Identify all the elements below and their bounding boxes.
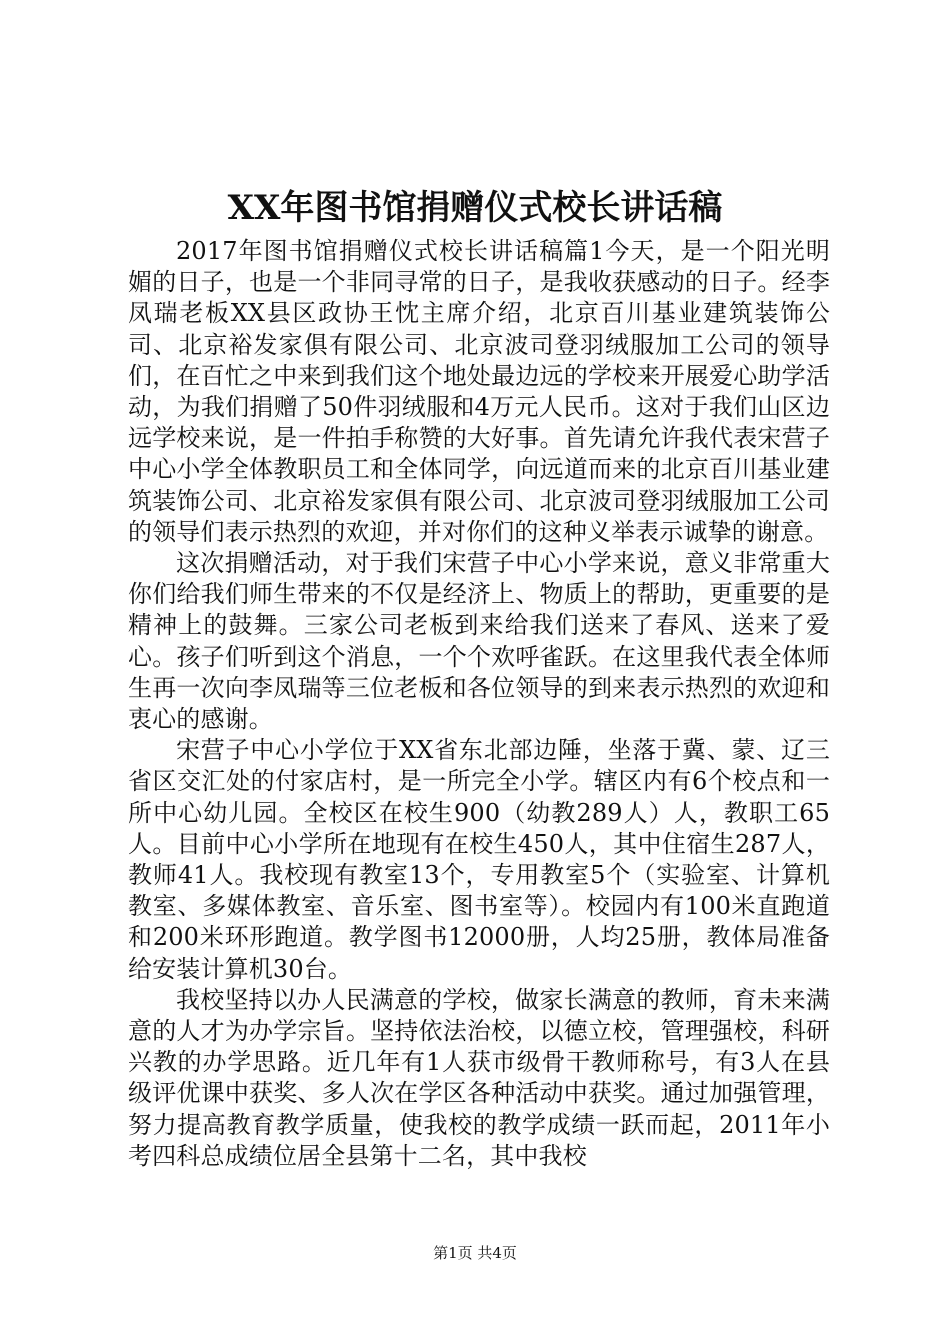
paragraph: 2017年图书馆捐赠仪式校长讲话稿篇1今天，是一个阳光明媚的日子，也是一个非同寻常的日子，是我收获感动的日子。经李凤瑞老板XX县区政协王忱主席介绍，北京百川基业建筑装饰公司、北京裕发家俱有限公司、北京波司登羽绒服加工公司的领导们，在百忙之中来到我们这个地处最边远的学校来开展爱心助学活动，为我们捐赠了50件羽绒服和4万元人民币。这对于我们山区边远学校来说，是一件拍手称赞的大好事。首先请允许我代表宋营子中心小学全体教职员工和全体同学，向远道而来的北京百川基业建筑装饰公司、北京裕发家俱有限公司、北京波司登羽绒服加工公司的领导们表示热烈的欢迎，并对你们的这种义举表示诚挚的谢意。 [128,237,830,546]
page-number: 第1页 共4页 [433,1244,517,1262]
document-body [128,236,830,1172]
paragraph: 宋营子中心小学位于XX省东北部边陲，坐落于冀、蒙、辽三省区交汇处的付家店村，是一所完全小学。辖区内有6个校点和一所中心幼儿园。全校区在校生900（幼教289人）人，教职工65人。目前中心小学所在地现有在校生450人，其中住宿生287人，教师41人。我校现有教室13个，专用教室5个（实验室、计算机教室、多媒体教室、音乐室、图书室等）。校园内有100米直跑道和200米环形跑道。教学图书12000册，人均25册，教体局准备给安装计算机30台。 [128,736,830,983]
paragraph: 我校坚持以办人民满意的学校，做家长满意的教师，育未来满意的人才为办学宗旨。坚持依法治校，以德立校，管理强校，科研兴教的办学思路。近几年有1人获市级骨干教师称号，有3人在县级评优课中获奖、多人次在学区各种活动中获奖。通过加强管理，努力提高教育教学质量，使我校的教学成绩一跃而起，2011年小考四科总成绩位居全县第十二名，其中我校 [128,985,830,1170]
document-title: XX年图书馆捐赠仪式校长讲话稿 [227,188,723,228]
paragraph: 这次捐赠活动，对于我们宋营子中心小学来说，意义非常重大你们给我们师生带来的不仅是经济上、物质上的帮助，更重要的是精神上的鼓舞。三家公司老板到来给我们送来了春风、送来了爱心。孩子们听到这个消息，一个个欢呼雀跃。在这里我代表全体师生再一次向李凤瑞等三位老板和各位领导的到来表示热烈的欢迎和衷心的感谢。 [128,549,830,734]
